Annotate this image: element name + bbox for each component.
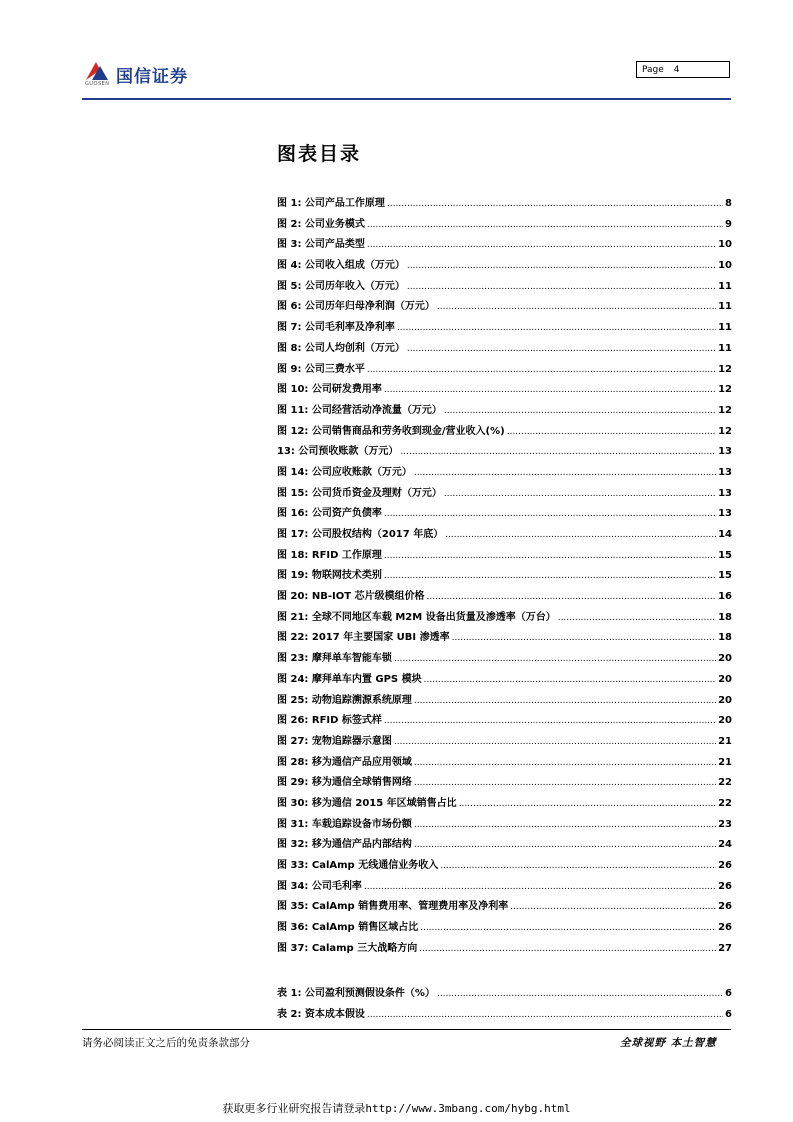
toc-entry[interactable] xyxy=(277,732,732,753)
toc-leader-dots xyxy=(384,504,716,525)
toc-entry-label: 图 25: 动物追踪溯源系统原理 xyxy=(277,694,412,706)
toc-entry-page: 26 xyxy=(718,901,732,913)
toc-entry-label: 13: 公司预收账款（万元） xyxy=(277,446,399,458)
toc-leader-dots xyxy=(384,380,716,401)
toc-entry-page: 22 xyxy=(718,797,732,809)
toc-leader-dots xyxy=(397,318,716,339)
toc-entry[interactable] xyxy=(277,339,732,360)
toc-entry[interactable] xyxy=(277,670,732,691)
toc-leader-dots xyxy=(387,194,723,215)
page-title: 图表目录 xyxy=(277,143,362,165)
toc-entry-label: 图 33: CalAmp 无线通信业务收入 xyxy=(277,860,439,871)
toc-entry-label: 图 26: RFID 标签式样 xyxy=(277,715,382,727)
toc-entry-label: 图 10: 公司研发费用率 xyxy=(277,384,382,396)
download-link[interactable]: 获取更多行业研究报告请登录http://www.3mbang.com/hybg.html xyxy=(222,1102,571,1115)
toc-entry-label: 图 21: 全球不同地区车载 M2M 设备出货量及渗透率（万台） xyxy=(277,611,556,623)
toc-leader-dots xyxy=(414,691,716,712)
header-divider xyxy=(82,98,731,100)
toc-entry[interactable] xyxy=(277,525,732,546)
toc-entry[interactable] xyxy=(277,256,732,277)
toc-entry[interactable] xyxy=(277,215,732,236)
toc-entry[interactable] xyxy=(277,546,732,567)
toc-leader-dots xyxy=(414,753,716,774)
toc-entry[interactable] xyxy=(277,628,732,649)
toc-entry-page: 13 xyxy=(718,487,732,499)
toc-entry[interactable] xyxy=(277,297,732,318)
toc-entry-label: 图 34: 公司毛利率 xyxy=(277,880,362,892)
toc-entry-page: 16 xyxy=(718,591,732,603)
toc-leader-dots xyxy=(419,939,716,960)
toc-entry-page: 27 xyxy=(718,942,732,954)
toc-entry[interactable] xyxy=(277,753,732,774)
toc-entry-label: 图 17: 公司股权结构（2017 年底） xyxy=(277,529,444,540)
table-list xyxy=(277,984,732,1025)
toc-entry-page: 12 xyxy=(718,363,732,375)
toc-leader-dots xyxy=(414,835,716,856)
toc-entry-page: 12 xyxy=(718,384,732,396)
toc-entry-label: 图 36: CalAmp 销售区域占比 xyxy=(277,922,419,934)
disclaimer-text: 请务必阅读正文之后的免责条款部分 xyxy=(82,1037,250,1049)
toc-leader-dots xyxy=(437,297,716,318)
toc-entry[interactable] xyxy=(277,939,732,960)
toc-entry-label: 图 30: 移为通信 2015 年区域销售占比 xyxy=(277,797,457,809)
toc-entry[interactable] xyxy=(277,504,732,525)
toc-entry-page: 20 xyxy=(718,715,732,727)
toc-entry-label: 表 2: 资本成本假设 xyxy=(277,1008,365,1020)
toc-entry-page: 12 xyxy=(718,404,732,416)
toc-leader-dots xyxy=(414,815,716,836)
toc-entry[interactable] xyxy=(277,318,732,339)
toc-entry[interactable] xyxy=(277,815,732,836)
toc-entry-label: 图 6: 公司历年归母净利润（万元） xyxy=(277,301,435,313)
toc-entry[interactable] xyxy=(277,360,732,381)
toc-leader-dots xyxy=(437,984,723,1005)
toc-entry[interactable] xyxy=(277,608,732,629)
toc-leader-dots xyxy=(407,339,716,360)
toc-entry-label: 图 7: 公司毛利率及净利率 xyxy=(277,322,395,334)
toc-leader-dots xyxy=(452,628,716,649)
toc-entry-page: 13 xyxy=(718,508,732,520)
toc-entry-label: 图 24: 摩拜单车内置 GPS 模块 xyxy=(277,673,422,685)
toc-entry-label: 图 11: 公司经营活动净流量（万元） xyxy=(277,404,442,416)
toc-entry-label: 图 2: 公司业务模式 xyxy=(277,218,365,230)
toc-entry-page: 13 xyxy=(718,446,732,458)
toc-entry-label: 图 22: 2017 年主要国家 UBI 渗透率 xyxy=(277,632,450,644)
toc-entry-page: 22 xyxy=(718,777,732,789)
toc-entry-label: 表 1: 公司盈利预测假设条件（%） xyxy=(277,988,435,999)
toc-entry-page: 18 xyxy=(718,611,732,623)
toc-leader-dots xyxy=(414,463,716,484)
figure-list xyxy=(277,194,732,959)
toc-leader-dots xyxy=(367,235,716,256)
toc-entry[interactable] xyxy=(277,463,732,484)
toc-entry-label: 图 28: 移为通信产品应用领域 xyxy=(277,756,412,768)
toc-entry-page: 10 xyxy=(718,239,732,251)
toc-leader-dots xyxy=(444,401,716,422)
toc-entry-label: 图 3: 公司产品类型 xyxy=(277,239,365,251)
toc-leader-dots xyxy=(384,546,716,567)
guosen-logo xyxy=(82,58,222,90)
toc-entry-page: 8 xyxy=(725,198,732,209)
toc-entry-page: 11 xyxy=(718,301,732,313)
toc-entry[interactable] xyxy=(277,877,732,898)
toc-entry-page: 9 xyxy=(725,218,732,230)
toc-entry-label: 图 31: 车载追踪设备市场份额 xyxy=(277,818,412,830)
slogan-text: 全球视野 本土智慧 xyxy=(620,1037,717,1049)
toc-leader-dots xyxy=(400,442,716,463)
page-number: 4 xyxy=(673,65,680,75)
footer-divider xyxy=(82,1029,731,1030)
page-label: Page xyxy=(642,65,664,75)
toc-leader-dots xyxy=(507,422,716,443)
toc-entry-label: 图 23: 摩拜单车智能车锁 xyxy=(277,653,392,665)
toc-leader-dots xyxy=(558,608,716,629)
toc-entry-page: 26 xyxy=(718,922,732,934)
toc-entry-label: 图 9: 公司三费水平 xyxy=(277,363,365,375)
logo-text: 国信证券 xyxy=(116,67,188,87)
toc-entry-page: 20 xyxy=(718,653,732,665)
toc-leader-dots xyxy=(420,918,716,939)
toc-entry-page: 11 xyxy=(718,322,732,334)
toc-entry-label: 图 1: 公司产品工作原理 xyxy=(277,198,385,209)
toc-entry[interactable] xyxy=(277,835,732,856)
toc-entry-page: 21 xyxy=(718,735,732,747)
page-indicator xyxy=(636,61,730,78)
toc-entry[interactable] xyxy=(277,566,732,587)
toc-entry-page: 26 xyxy=(718,860,732,871)
toc-entry-label: 图 19: 物联网技术类别 xyxy=(277,570,382,582)
toc-leader-dots xyxy=(424,670,716,691)
toc-entry-label: 图 37: Calamp 三大战略方向 xyxy=(277,942,418,954)
toc-entry[interactable] xyxy=(277,442,732,463)
toc-entry-label: 图 18: RFID 工作原理 xyxy=(277,549,382,561)
toc-leader-dots xyxy=(384,711,716,732)
toc-leader-dots xyxy=(440,856,716,877)
toc-entry[interactable] xyxy=(277,422,732,443)
toc-leader-dots xyxy=(459,794,716,815)
logo-subtext: GUOSEN xyxy=(85,81,110,87)
toc-entry-page: 23 xyxy=(718,818,732,830)
toc-leader-dots xyxy=(427,587,717,608)
toc-entry-page: 6 xyxy=(725,988,732,999)
toc-entry-label: 图 4: 公司收入组成（万元） xyxy=(277,260,405,272)
toc-entry-page: 11 xyxy=(718,342,732,354)
toc-entry[interactable] xyxy=(277,649,732,670)
toc-entry-label: 图 16: 公司资产负债率 xyxy=(277,508,382,520)
toc-entry-label: 图 12: 公司销售商品和劳务收到现金/营业收入(%) xyxy=(277,425,505,437)
toc-leader-dots xyxy=(364,877,716,898)
toc-entry[interactable] xyxy=(277,194,732,215)
toc-entry-page: 13 xyxy=(718,466,732,478)
toc-entry[interactable] xyxy=(277,984,732,1005)
toc-entry-page: 15 xyxy=(718,549,732,561)
toc-leader-dots xyxy=(445,525,716,546)
toc-entry-page: 20 xyxy=(718,673,732,685)
toc-entry-page: 15 xyxy=(718,570,732,582)
toc-entry[interactable] xyxy=(277,773,732,794)
toc-entry[interactable] xyxy=(277,918,732,939)
toc-entry[interactable] xyxy=(277,277,732,298)
toc-entry[interactable] xyxy=(277,1005,732,1026)
toc-entry[interactable] xyxy=(277,856,732,877)
toc-entry-page: 11 xyxy=(718,280,732,292)
toc-entry-page: 12 xyxy=(718,425,732,437)
toc-leader-dots xyxy=(367,1005,723,1026)
toc-entry-page: 18 xyxy=(718,632,732,644)
toc-entry-label: 图 35: CalAmp 销售费用率、管理费用率及净利率 xyxy=(277,901,509,913)
toc-entry[interactable] xyxy=(277,691,732,712)
toc-leader-dots xyxy=(384,566,716,587)
toc-entry-label: 图 5: 公司历年收入（万元） xyxy=(277,280,405,292)
toc-entry-label: 图 27: 宠物追踪器示意图 xyxy=(277,735,392,747)
toc-leader-dots xyxy=(510,897,716,918)
toc-leader-dots xyxy=(367,360,716,381)
toc-leader-dots xyxy=(407,277,716,298)
toc-entry-label: 图 29: 移为通信全球销售网络 xyxy=(277,777,412,789)
toc-entry[interactable] xyxy=(277,380,732,401)
toc-entry-label: 图 20: NB-IOT 芯片级模组价格 xyxy=(277,591,425,603)
toc-entry-label: 图 15: 公司货币资金及理财（万元） xyxy=(277,487,442,499)
toc-entry-page: 20 xyxy=(718,694,732,706)
toc-entry[interactable] xyxy=(277,401,732,422)
toc-entry[interactable] xyxy=(277,587,732,608)
toc-entry[interactable] xyxy=(277,711,732,732)
toc-entry[interactable] xyxy=(277,897,732,918)
toc-entry[interactable] xyxy=(277,794,732,815)
toc-entry-page: 21 xyxy=(718,756,732,768)
toc-leader-dots xyxy=(394,649,716,670)
toc-entry-page: 6 xyxy=(725,1008,732,1020)
toc-leader-dots xyxy=(414,773,716,794)
toc-entry-page: 26 xyxy=(718,880,732,892)
toc-entry-page: 14 xyxy=(718,529,732,540)
toc-leader-dots xyxy=(394,732,716,753)
toc-leader-dots xyxy=(444,484,716,505)
toc-entry-label: 图 32: 移为通信产品内部结构 xyxy=(277,839,412,851)
toc-entry-label: 图 14: 公司应收账款（万元） xyxy=(277,466,412,478)
toc-entry[interactable] xyxy=(277,235,732,256)
toc-entry-label: 图 8: 公司人均创利（万元） xyxy=(277,342,405,354)
toc-leader-dots xyxy=(367,215,723,236)
toc-entry-page: 10 xyxy=(718,260,732,272)
toc-leader-dots xyxy=(407,256,716,277)
toc-entry[interactable] xyxy=(277,484,732,505)
toc-entry-page: 24 xyxy=(718,839,732,851)
